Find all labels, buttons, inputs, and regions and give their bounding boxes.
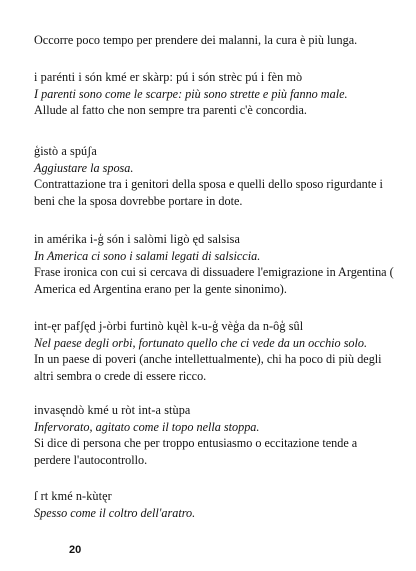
italian-translation: Aggiustare la sposa. — [34, 160, 134, 175]
italian-translation: In America ci sono i salami legati di salsiccia. — [34, 248, 261, 263]
dialect-line: ſ rt kmé n-kùtęr — [34, 489, 112, 503]
dialect-line: in amérika i-ģ són i salòmi ligò ęd salsisa — [34, 232, 241, 246]
proverb-entry-5 — [34, 402, 394, 468]
proverb-entry-1 — [34, 69, 394, 119]
italian-translation: Infervorato, agitato come il topo nella stoppa. — [34, 419, 260, 434]
explanation: In un paese di poveri (anche intellettualmente), chi ha poco di più degli altri sembra o crede di essere ricco. — [34, 352, 382, 383]
italian-translation: I parenti sono come le scarpe: più sono strette e più fanno male. — [34, 86, 348, 101]
proverb-entry-3 — [34, 231, 394, 297]
proverb-entry-6 — [34, 488, 394, 521]
italian-translation: Spesso come il coltro dell'aratro. — [34, 505, 196, 520]
dialect-line: invasęndò kmé u ròt int-a stùpa — [34, 403, 191, 417]
dialect-line: ģistò a spúʃa — [34, 144, 97, 158]
explanation: Si dice di persona che per troppo entusiasmo o eccitazione tende a perdere l'autocontrollo. — [34, 436, 358, 467]
proverb-entry-4 — [34, 318, 394, 384]
dialect-line: int-ęr pafʃęd j-òrbi furtinò kųèl k-u-ģ vèģa da n-ôģ sûl — [34, 319, 304, 333]
explanation: Frase ironica con cui si cercava di dissuadere l'emigrazione in Argentina ( America ed Argentina erano per la gente sinonimo). — [34, 265, 394, 296]
explanation: Allude al fatto che non sempre tra parenti c'è concordia. — [34, 103, 307, 117]
intro-text: Occorre poco tempo per prendere dei malanni, la cura è più lunga. — [34, 33, 358, 47]
page-number: 20 — [69, 544, 82, 556]
italian-translation: Nel paese degli orbi, fortunato quello che ci vede da un occhio solo. — [34, 335, 368, 350]
proverb-entry-2 — [34, 143, 394, 209]
explanation: Contrattazione tra i genitori della sposa e quelli dello sposo rigurdante i beni che la sposa dovrebbe portare in dote. — [34, 177, 383, 208]
dialect-line: i parénti i són kmé er skàrp: pú i són strèc pú i fèn mò — [34, 70, 303, 84]
